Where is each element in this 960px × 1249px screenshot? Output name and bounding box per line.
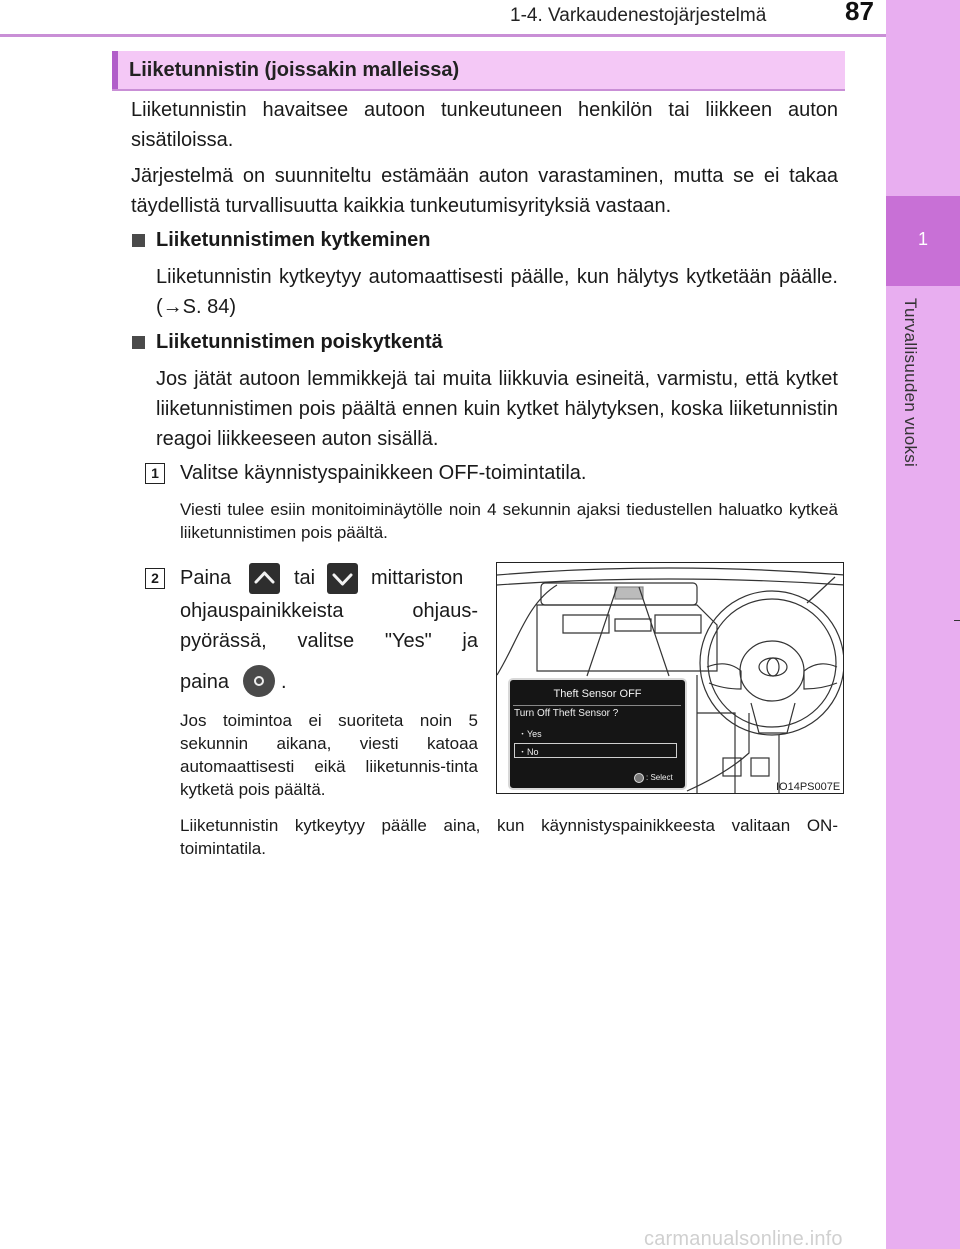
enable-text: Liiketunnistin kytkeytyy automaattisesti päälle, kun hälytys kytketään päälle. (→S. 84)	[156, 266, 838, 318]
step-1-text: Valitse käynnistyspainikkeen OFF-toimintatila.	[180, 462, 587, 484]
section-heading-bar	[112, 51, 118, 89]
select-button-icon	[634, 773, 644, 783]
chapter-title-vertical: Turvallisuuden vuoksi	[901, 298, 920, 468]
side-chapter-block	[886, 196, 960, 286]
disable-text: Jos jätät autoon lemmikkejä tai muita liikkuvia esineitä, varmistu, että kytket liiketunnistimen pois päältä ennen kuin kytket hälytyksen, koska liiketunnistin reagoi liikkeeseen auton sisällä.	[156, 368, 838, 450]
dashboard-illustration	[496, 562, 844, 794]
side-tick-mark	[954, 620, 960, 621]
section-title: Liiketunnistin (joissakin malleissa)	[129, 59, 460, 81]
step-2-text-paina-2: paina	[180, 671, 229, 693]
step-2-text-line3: pyörässä, valitse "Yes" ja	[180, 630, 478, 652]
multi-info-display	[508, 678, 687, 790]
chevron-up-icon	[249, 563, 280, 594]
step-number-1: 1	[145, 463, 165, 484]
section-heading-box	[112, 51, 845, 89]
step-2-text-period: .	[281, 671, 287, 693]
display-title: Theft Sensor OFF	[553, 688, 642, 700]
step-number-2: 2	[145, 568, 165, 589]
step-1-note: Viesti tulee esiin monitoiminäytölle noin 4 sekunnin ajaksi tiedustellen haluatko kytkeä liiketunnistimen pois päältä.	[180, 500, 838, 542]
running-header: 1-4. Varkaudenestojärjestelmä	[510, 5, 767, 26]
display-question: Turn Off Theft Sensor ?	[514, 708, 619, 719]
step-2-text-tai: tai	[294, 567, 316, 589]
intro-paragraph-2: Järjestelmä on suunniteltu estämään auton varastaminen, mutta se ei takaa täydellistä turvallisuutta kaikkia tunkeutumisyrityksiä vastaan.	[131, 165, 838, 217]
step-2-text-mittariston: mittariston	[371, 567, 464, 589]
step-2-note: Jos toimintoa ei suoriteta noin 5 sekunnin aikana, viesti katoaa automaattisesti eikä liiketunnis-tinta kytketä pois päältä.	[180, 711, 478, 799]
footer-note: Liiketunnistin kytkeytyy päälle aina, kun käynnistyspainikkeesta valitaan ON-toimintatila.	[180, 816, 838, 858]
display-option-yes: ・Yes	[518, 729, 542, 739]
display-select-label: : Select	[646, 773, 673, 782]
page-number: 87	[845, 0, 874, 26]
watermark: carmanualsonline.info	[644, 1228, 843, 1249]
side-tab-strip	[886, 0, 960, 1249]
header-rule	[0, 34, 886, 37]
display-divider	[513, 705, 681, 706]
step-2-text-paina: Paina	[180, 567, 232, 589]
chevron-down-icon	[327, 563, 358, 594]
chapter-number: 1	[917, 229, 928, 249]
display-option-no: ・No	[518, 747, 539, 757]
ok-button-icon	[243, 665, 275, 697]
bullet-square	[132, 234, 145, 247]
bullet-square	[132, 336, 145, 349]
intro-paragraph-1: Liiketunnistin havaitsee autoon tunkeutuneen henkilön tai liikkeen auton sisätiloissa.	[131, 99, 838, 151]
enable-heading: Liiketunnistimen kytkeminen	[156, 229, 431, 251]
section-underline	[112, 89, 845, 91]
figure-code: IO14PS007E	[776, 781, 841, 793]
step-2-text-line2: ohjauspainikkeista ohjaus-	[180, 600, 478, 622]
disable-heading: Liiketunnistimen poiskytkentä	[156, 331, 443, 353]
